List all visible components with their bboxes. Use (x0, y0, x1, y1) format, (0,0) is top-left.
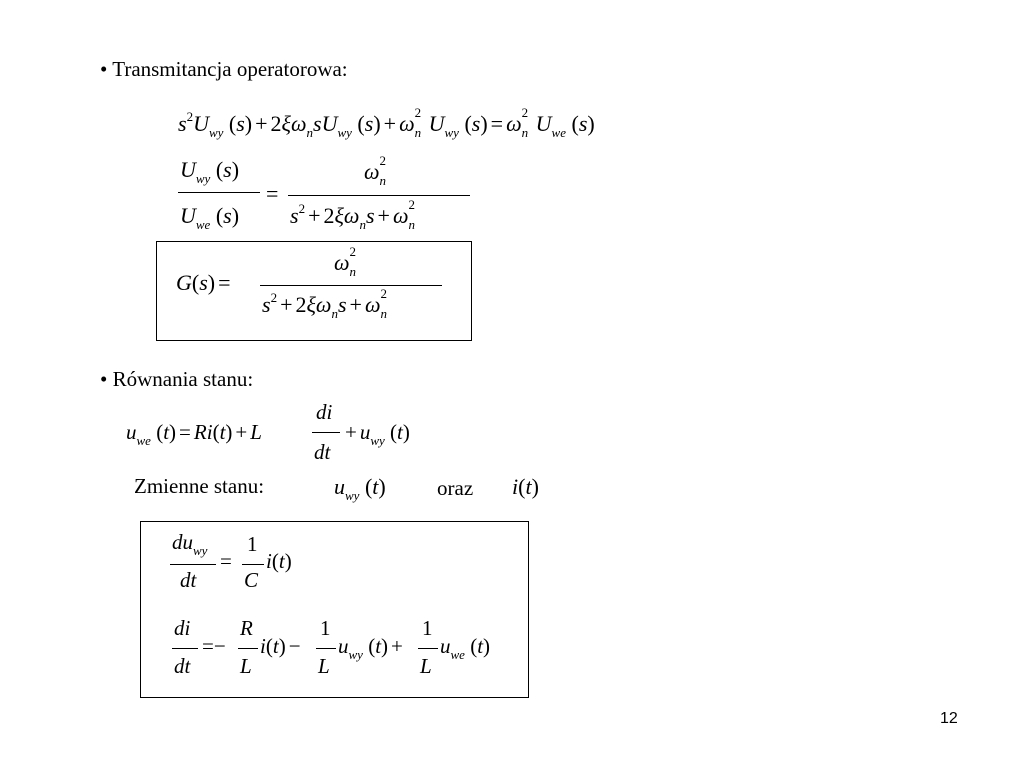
equation-circuit: $u_{we}$ (t) = Ri(t) + L di dt + $u_{wy}$ (t) (126, 400, 410, 464)
equation-state-1: $du_{wy}$ dt = 1 C i(t) (172, 530, 292, 592)
state-var-i: i(t) (512, 474, 539, 499)
bullet-text: Równania stanu: (112, 367, 254, 391)
equation-differential-laplace: $s^2U_{wy}$ $(s) + 2\xi\omega_nsU_{wy}$ (s) + ω 2 n $U_{wy}$ (s) = ω 2 n $U_{we}$ (s) (178, 104, 595, 140)
equation-state-2: di dt =− R L i(t) − 1 L $u_{wy}$ (t) + 1 L $u_{we}$ (t) (174, 616, 491, 678)
equation-G-of-s: G(s) = ω 2 n $s^2 + 2\xi\omega_ns + \omega$ 2 n (176, 250, 466, 334)
state-var-u-wy: $u_{wy}$ (t) (334, 474, 386, 503)
bullet-state-equations (100, 367, 253, 392)
bullet-text: Transmitancja operatorowa: (112, 57, 348, 81)
equation-transfer-ratio: $U_{wy}$ (s) $U_{we}$ (s) = ω 2 n $s^2 + 2\xi\omega_ns + \omega$ 2 n (176, 155, 476, 235)
page-number: 12 (940, 710, 958, 727)
bullet-transfer-function (100, 57, 348, 82)
bullet-symbol: • (100, 57, 108, 81)
state-vars-label: Zmienne stanu: (134, 474, 265, 498)
state-vars-conjunction: oraz (437, 476, 474, 500)
bullet-symbol: • (100, 367, 108, 391)
